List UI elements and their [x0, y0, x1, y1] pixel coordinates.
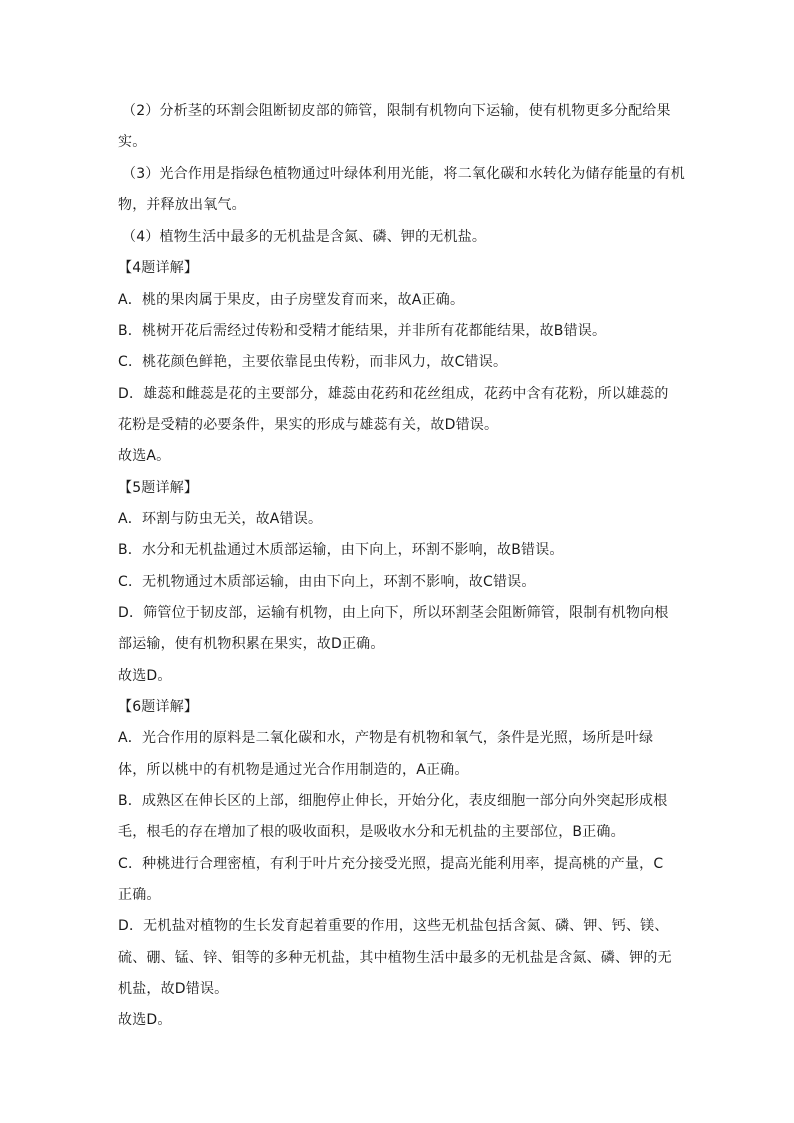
text-line: C．种桃进行合理密植，有利于叶片充分接受光照，提高光能利用率，提高桃的产量，C: [118, 856, 664, 872]
text-line: （4）植物生活中最多的无机盐是含氮、磷、钾的无机盐。: [122, 229, 487, 245]
text-line: （3）光合作用是指绿色植物通过叶绿体利用光能，将二氧化碳和水转化为储存能量的有机: [122, 166, 685, 182]
answer-line: 故选D。: [118, 668, 172, 684]
text-line: 实。: [118, 134, 147, 150]
text-line: 物，并释放出氧气。: [118, 197, 246, 213]
text-line: D．雄蕊和雌蕊是花的主要部分，雄蕊由花药和花丝组成，花药中含有花粉，所以雄蕊的: [118, 386, 669, 402]
text-line: A．光合作用的原料是二氧化碳和水，产物是有机物和氧气，条件是光照，场所是叶绿: [118, 730, 654, 746]
section-heading: 【5题详解】: [118, 480, 199, 496]
text-line: B．成熟区在伸长区的上部，细胞停止伸长，开始分化，表皮细胞一部分向外突起形成根: [118, 793, 668, 809]
text-line: A．桃的果肉属于果皮，由子房壁发育而来，故A正确。: [118, 292, 465, 308]
text-line: C．无机物通过木质部运输，由由下向上，环割不影响，故C错误。: [118, 574, 536, 590]
text-line: B．桃树开花后需经过传粉和受精才能结果，并非所有花都能结果，故B错误。: [118, 323, 607, 339]
section-heading: 【6题详解】: [118, 699, 199, 715]
text-line: D．无机盐对植物的生长发育起着重要的作用，这些无机盐包括含氮、磷、钾、钙、镁、: [118, 918, 669, 934]
text-line: 毛，根毛的存在增加了根的吸收面积，是吸收水分和无机盐的主要部位，B正确。: [118, 824, 625, 840]
text-line: D．筛管位于韧皮部，运输有机物，由上向下，所以环割茎会阻断筛管，限制有机物向根: [118, 605, 669, 621]
text-line: 机盐，故D错误。: [118, 981, 229, 997]
text-line: 体，所以桃中的有机物是通过光合作用制造的，A正确。: [118, 762, 469, 778]
text-line: （2）分析茎的环割会阻断韧皮部的筛管，限制有机物向下运输，使有机物更多分配给果: [122, 103, 671, 119]
text-line: 部运输，使有机物积累在果实，故D正确。: [118, 636, 385, 652]
text-line: 正确。: [118, 887, 161, 903]
answer-line: 故选D。: [118, 1012, 172, 1028]
text-line: A．环割与防虫无关，故A错误。: [118, 511, 323, 527]
section-heading: 【4题详解】: [118, 260, 199, 276]
text-line: C．桃花颜色鲜艳，主要依靠昆虫传粉，而非风力，故C错误。: [118, 354, 508, 370]
answer-line: 故选A。: [118, 448, 171, 464]
text-line: B．水分和无机盐通过木质部运输，由下向上，环割不影响，故B错误。: [118, 542, 564, 558]
text-line: 花粉是受精的必要条件，果实的形成与雄蕊有关，故D错误。: [118, 417, 499, 433]
text-line: 硫、硼、锰、锌、钼等的多种无机盐，其中植物生活中最多的无机盐是含氮、磷、钾的无: [118, 950, 672, 966]
